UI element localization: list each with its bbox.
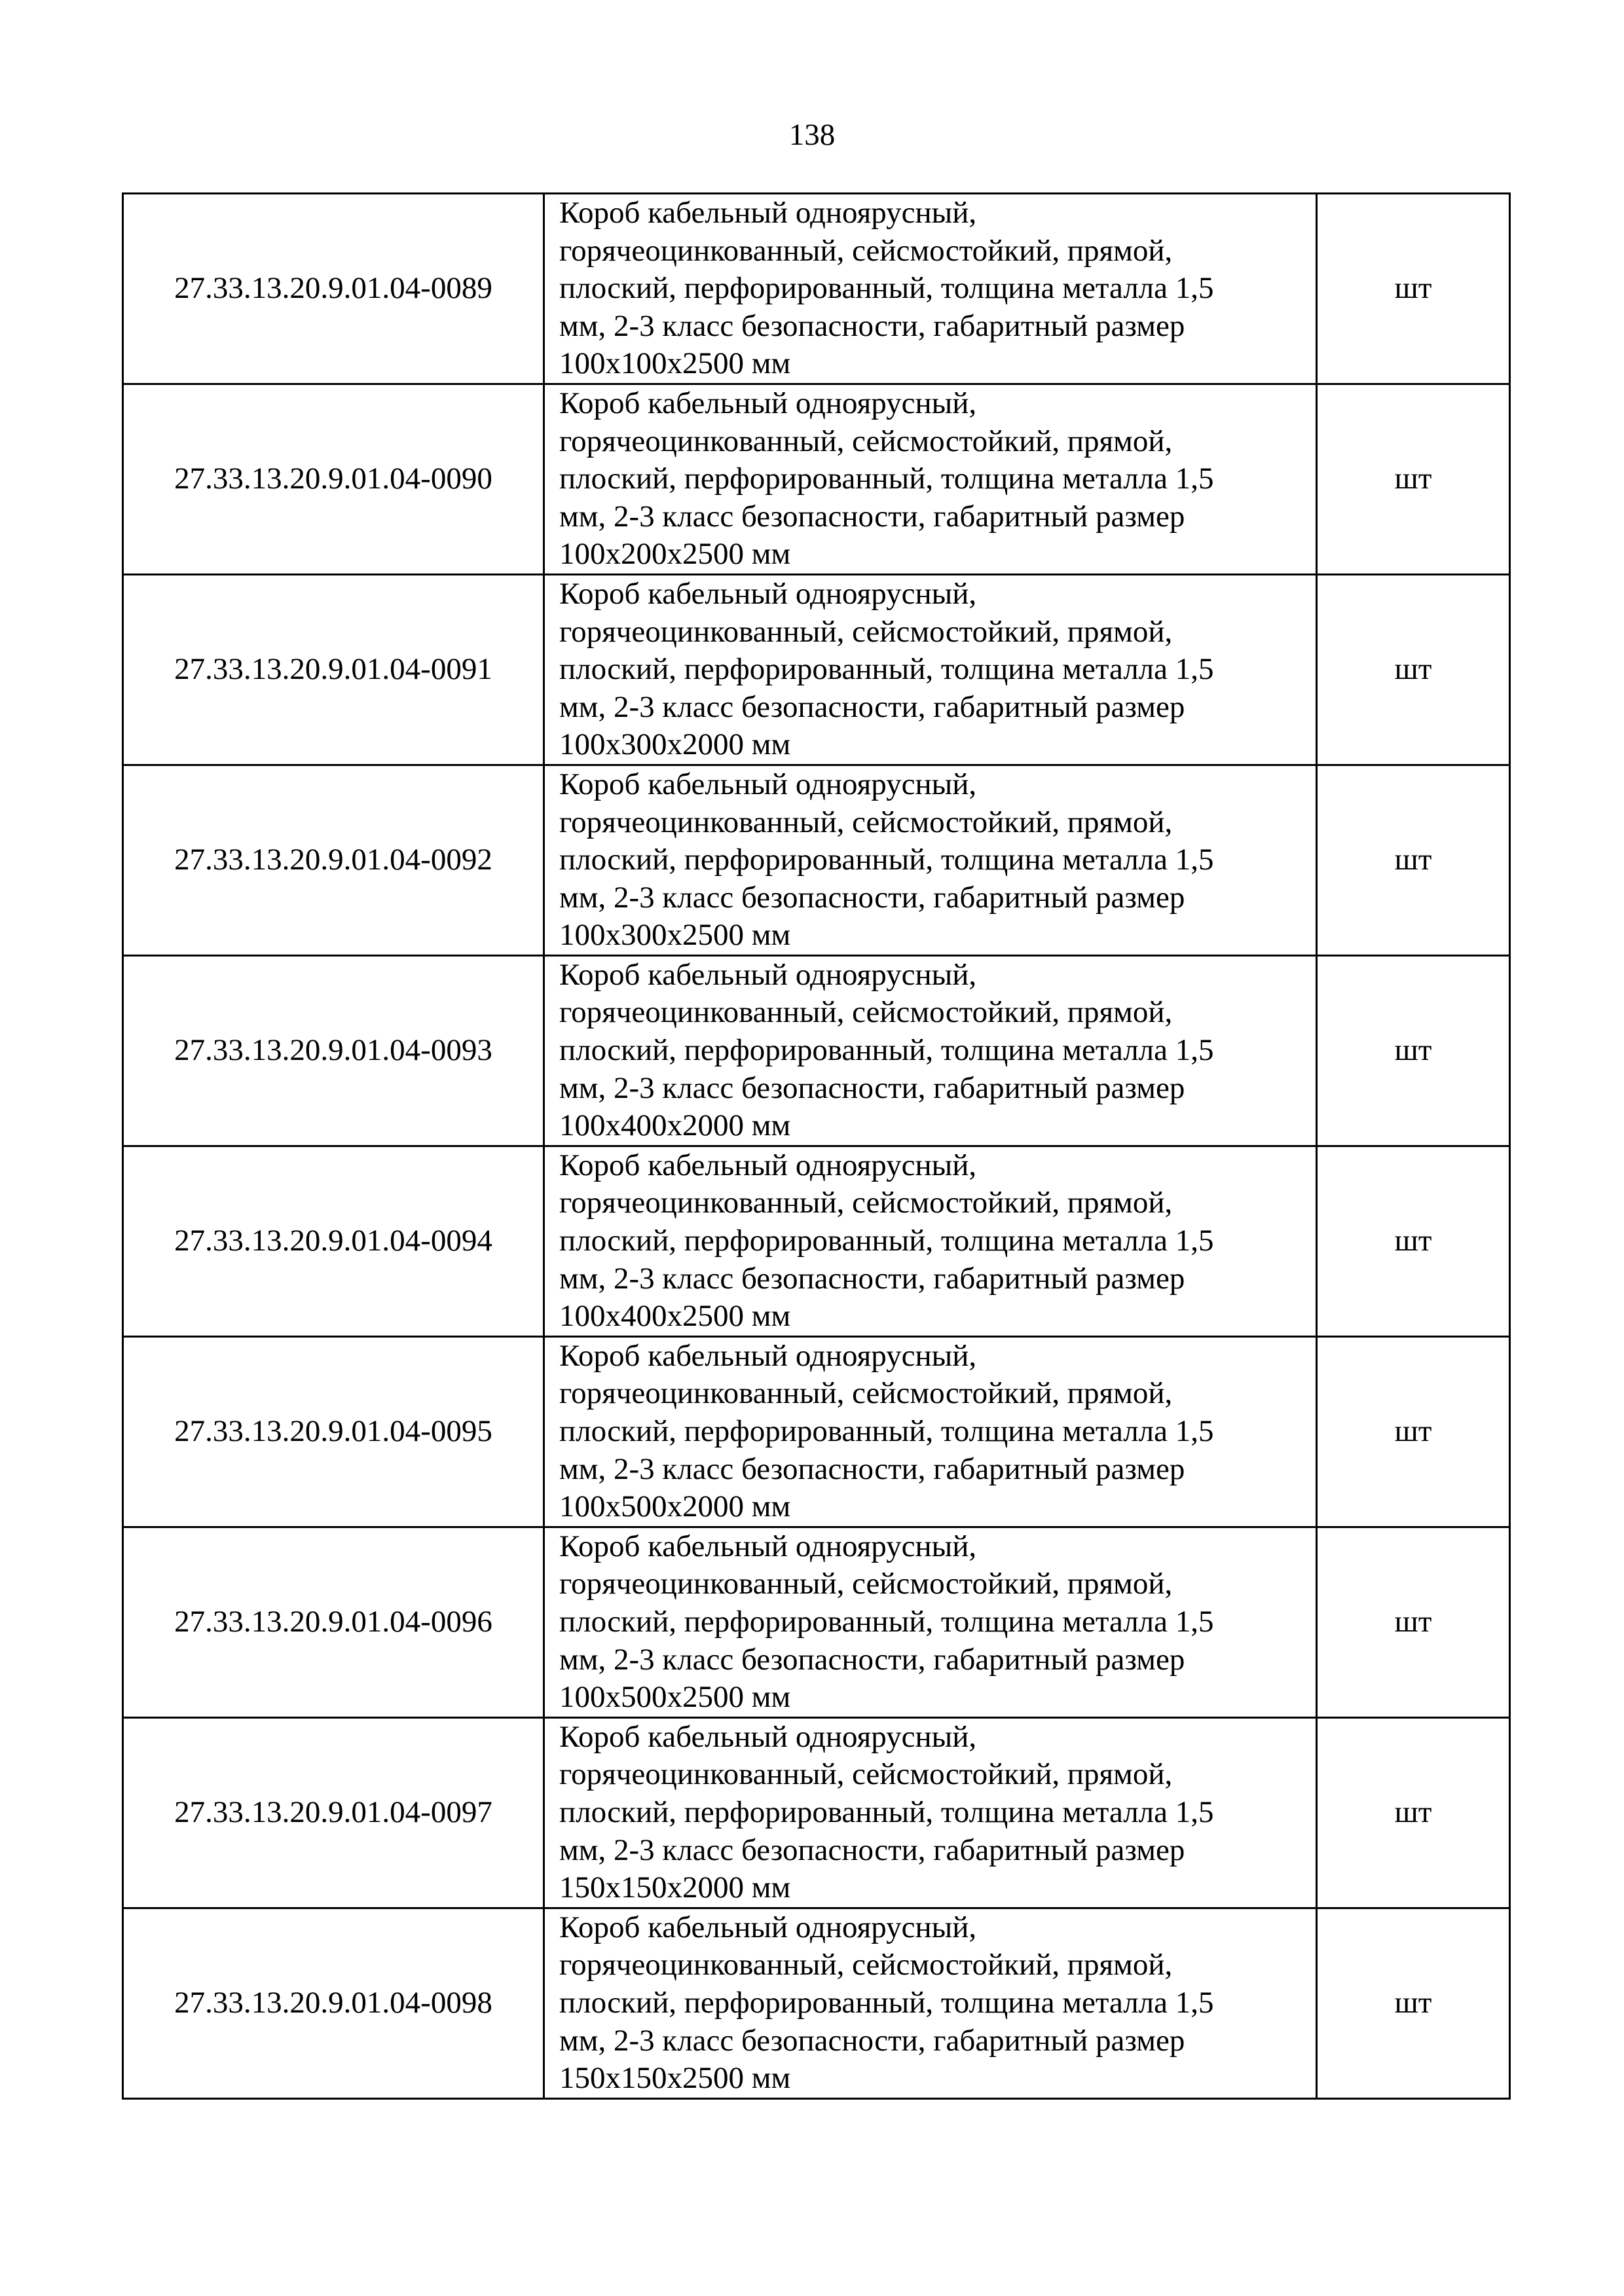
unit-cell: шт [1317,194,1510,384]
resource-table [122,192,1511,2100]
unit-cell: шт [1317,1336,1510,1527]
description-line: горячеоцинкованный, сейсмостойкий, прямой, [559,1186,1173,1220]
description-line: плоский, перфорированный, толщина металла 1,5 [559,1985,1214,2020]
unit-cell: шт [1317,1908,1510,2098]
table-row [123,955,1510,1146]
description-line: 100х100х2500 мм [559,346,791,381]
resource-description-cell [544,1527,1317,1717]
description-line: 100х500х2000 мм [559,1489,791,1524]
description-line: мм, 2-3 класс безопасности, габаритный размер [559,1261,1185,1296]
unit-cell: шт [1317,1717,1510,1908]
table-row [123,1336,1510,1527]
unit-cell: шт [1317,955,1510,1146]
description-line: Короб кабельный одноярусный, [559,386,977,420]
description-line: плоский, перфорированный, толщина металла 1,5 [559,1795,1214,1829]
resource-code-cell: 27.33.13.20.9.01.04-0094 [123,1146,544,1336]
resource-code-cell: 27.33.13.20.9.01.04-0093 [123,955,544,1146]
page-number: 138 [788,118,836,152]
description-line: плоский, перфорированный, толщина металла 1,5 [559,462,1214,496]
resource-description-cell [544,955,1317,1146]
unit-cell: шт [1317,1146,1510,1336]
table-row [123,1717,1510,1908]
table-row [123,1527,1510,1717]
description-line: горячеоцинкованный, сейсмостойкий, прямой, [559,995,1173,1030]
description-line: 100х300х2500 мм [559,918,791,953]
description-line: плоский, перфорированный, толщина металла 1,5 [559,271,1214,306]
description-line: мм, 2-3 класс безопасности, габаритный размер [559,880,1185,915]
description-line: горячеоцинкованный, сейсмостойкий, прямой, [559,614,1173,649]
resource-description-cell [544,574,1317,765]
unit-cell: шт [1317,1527,1510,1717]
table-row [123,384,1510,574]
description-line: 100х300х2000 мм [559,727,791,762]
description-line: мм, 2-3 класс безопасности, габаритный размер [559,499,1185,534]
table-row [123,194,1510,384]
description-line: плоский, перфорированный, толщина металла 1,5 [559,652,1214,687]
description-line: мм, 2-3 класс безопасности, габаритный размер [559,1451,1185,1486]
description-line: мм, 2-3 класс безопасности, габаритный размер [559,689,1185,724]
resource-code-cell: 27.33.13.20.9.01.04-0092 [123,765,544,955]
description-line: Короб кабельный одноярусный, [559,196,977,230]
resource-description-cell [544,194,1317,384]
description-line: Короб кабельный одноярусный, [559,576,977,611]
description-line: 100х400х2000 мм [559,1108,791,1143]
resource-description-cell [544,1717,1317,1908]
description-line: 100х200х2500 мм [559,537,791,572]
description-line: 150х150х2500 мм [559,2061,791,2096]
description-line: мм, 2-3 класс безопасности, габаритный размер [559,1832,1185,1867]
description-line: мм, 2-3 класс безопасности, габаритный размер [559,1070,1185,1105]
resource-code-cell: 27.33.13.20.9.01.04-0091 [123,574,544,765]
description-line: плоский, перфорированный, толщина металла 1,5 [559,1414,1214,1448]
description-line: плоский, перфорированный, толщина металла 1,5 [559,843,1214,877]
unit-cell: шт [1317,574,1510,765]
unit-cell: шт [1317,765,1510,955]
description-line: Короб кабельный одноярусный, [559,957,977,992]
description-line: 100х400х2500 мм [559,1299,791,1334]
description-line: Короб кабельный одноярусный, [559,1529,977,1563]
description-line: горячеоцинкованный, сейсмостойкий, прямой, [559,1757,1173,1792]
description-line: 150х150х2000 мм [559,1870,791,1905]
description-line: горячеоцинкованный, сейсмостойкий, прямой, [559,424,1173,458]
description-line: Короб кабельный одноярусный, [559,1910,977,1944]
table-row [123,1908,1510,2098]
table-row [123,574,1510,765]
description-line: горячеоцинкованный, сейсмостойкий, прямой, [559,233,1173,268]
description-line: Короб кабельный одноярусный, [559,767,977,801]
description-line: Короб кабельный одноярусный, [559,1719,977,1754]
resource-description-cell [544,384,1317,574]
description-line: горячеоцинкованный, сейсмостойкий, прямой, [559,1376,1173,1411]
description-line: Короб кабельный одноярусный, [559,1148,977,1182]
description-line: горячеоцинкованный, сейсмостойкий, прямой, [559,1948,1173,1982]
description-line: плоский, перфорированный, толщина металла 1,5 [559,1033,1214,1068]
description-line: мм, 2-3 класс безопасности, габаритный размер [559,1642,1185,1677]
unit-cell: шт [1317,384,1510,574]
table-row [123,1146,1510,1336]
description-line: мм, 2-3 класс безопасности, габаритный размер [559,308,1185,343]
description-line: плоский, перфорированный, толщина металла 1,5 [559,1224,1214,1258]
resource-code-cell: 27.33.13.20.9.01.04-0095 [123,1336,544,1527]
resource-description-cell [544,765,1317,955]
description-line: 100х500х2500 мм [559,1680,791,1715]
description-line: горячеоцинкованный, сейсмостойкий, прямой, [559,805,1173,839]
resource-code-cell: 27.33.13.20.9.01.04-0098 [123,1908,544,2098]
description-line: плоский, перфорированный, толщина металла 1,5 [559,1604,1214,1639]
resource-code-cell: 27.33.13.20.9.01.04-0090 [123,384,544,574]
description-line: Короб кабельный одноярусный, [559,1338,977,1373]
description-line: мм, 2-3 класс безопасности, габаритный размер [559,2023,1185,2058]
description-line: горячеоцинкованный, сейсмостойкий, прямой, [559,1567,1173,1601]
resource-code-cell: 27.33.13.20.9.01.04-0096 [123,1527,544,1717]
resource-description-cell [544,1908,1317,2098]
table-row [123,765,1510,955]
resource-code-cell: 27.33.13.20.9.01.04-0089 [123,194,544,384]
resource-description-cell [544,1146,1317,1336]
resource-code-cell: 27.33.13.20.9.01.04-0097 [123,1717,544,1908]
resource-description-cell [544,1336,1317,1527]
